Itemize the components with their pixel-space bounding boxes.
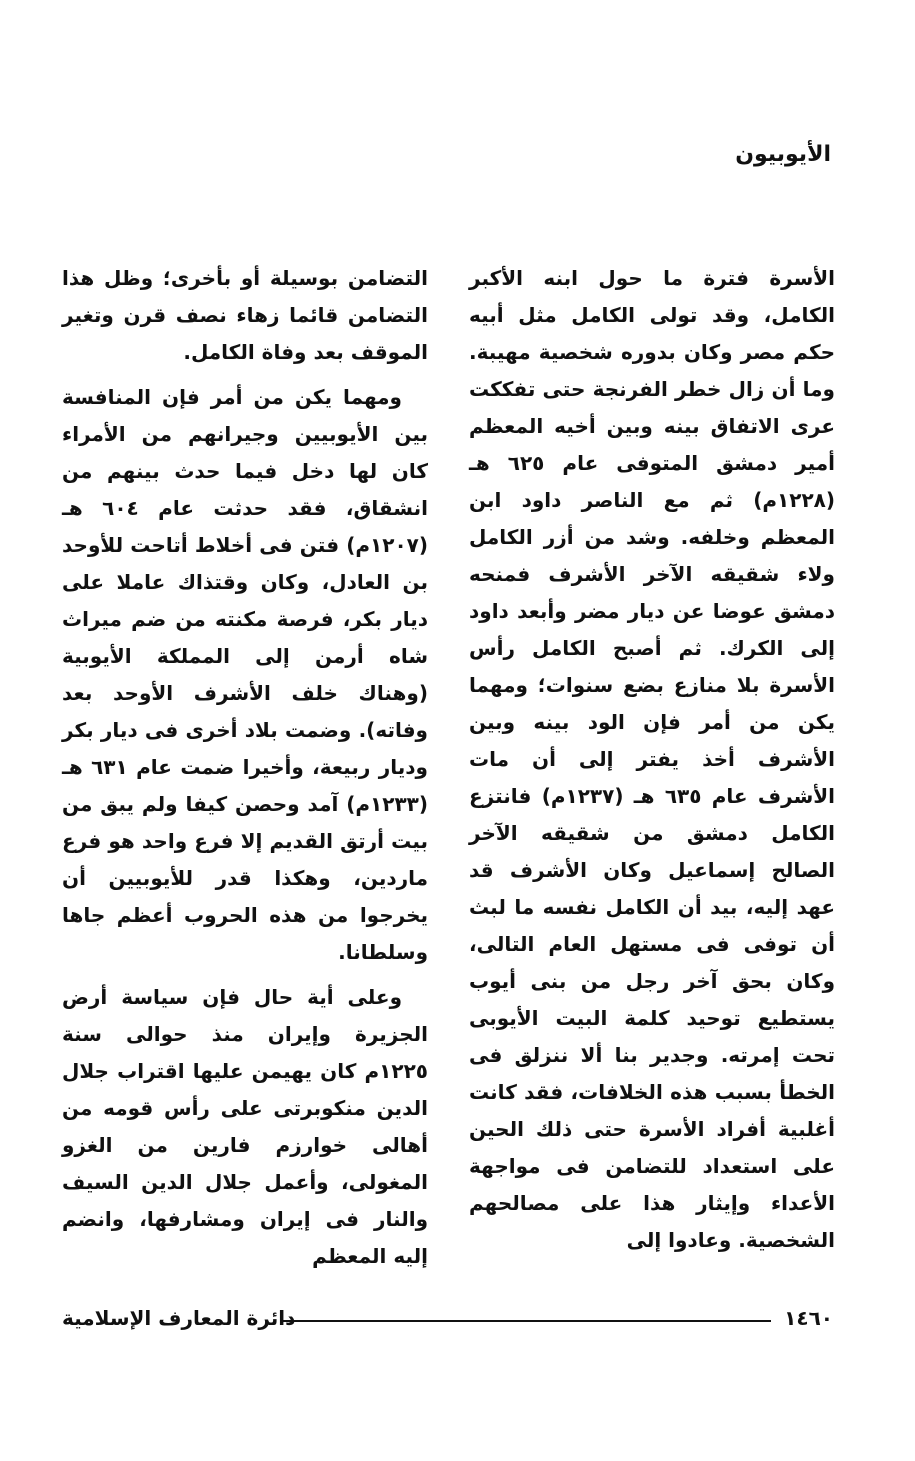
publication-title: دائرة المعارف الإسلامية	[62, 1306, 296, 1330]
paragraph: الأسرة فترة ما حول ابنه الأكبر الكامل، وقد تولى الكامل مثل أبيه حكم مصر وكان بدوره شخصية مهيبة. وما أن زال خطر الفرنجة حتى تفككت عرى الاتفاق بينه وبين أخيه المعظم أمير دمشق المتوفى عام ٦٢٥ هـ (١٢٢٨م) ثم مع الناصر داود ابن المعظم وخلفه. وشد من أزر الكامل ولاء شقيقه الآخر الأشرف فمنحه دمشق عوضا عن ديار مضر وأبعد داود إلى الكرك. ثم أصبح الكامل رأس الأسرة بلا منازع بضع سنوات؛ ومهما يكن من أمر فإن الود بينه وبين الأشرف أخذ يفتر إلى أن مات الأشرف عام ٦٣٥ هـ (١٢٣٧م) فانتزع الكامل دمشق من شقيقه الآخر الصالح إسماعيل وكان الأشرف قد عهد إليه، بيد أن الكامل نفسه ما لبث أن توفى فى مستهل العام التالى، وكان بحق آخر رجل من بنى أيوب يستطيع توحيد كلمة البيت الأيوبى تحت إمرته. وجدير بنا ألا ننزلق فى الخطأ بسبب هذه الخلافات، فقد كانت أغلبية أفراد الأسرة حتى ذلك الحين على استعداد للتضامن فى مواجهة الأعداء وإيثار هذا على مصالحهم الشخصية. وعادوا إلى	[469, 266, 836, 1252]
page-footer	[62, 1300, 833, 1340]
paragraph: ومهما يكن من أمر فإن المنافسة بين الأيوبيين وجيرانهم من الأمراء كان لها دخل فيما حدث بينهم من انشقاق، فقد حدثت عام ٦٠٤ هـ (١٢٠٧م) فتن فى أخلاط أتاحت للأوحد بن العادل، وكان وقتذاك عاملا على ديار بكر، فرصة مكنته من ضم ميراث شاه أرمن إلى المملكة الأيوبية (وهناك خلف الأشرف الأوحد بعد وفاته). وضمت بلاد أخرى فى ديار بكر وديار ربيعة، وأخيرا ضمت عام ٦٣١ هـ (١٢٣٣م) آمد وحصن كيفا ولم يبق من بيت أرتق القديم إلا فرع واحد هو فرع ماردين، وهكذا قدر للأيوبيين أن يخرجوا من هذه الحروب أعظم جاها وسلطانا.	[62, 385, 428, 964]
paragraph: التضامن بوسيلة أو بأخرى؛ وظل هذا التضامن قائما زهاء نصف قرن وتغير الموقف بعد وفاة الكامل.	[62, 266, 428, 364]
page-number: ١٤٦٠	[784, 1306, 833, 1330]
running-head: الأيوبيون	[735, 142, 831, 167]
right-column	[469, 260, 835, 1267]
left-column	[62, 260, 428, 1283]
footer-rule	[282, 1320, 771, 1322]
paragraph: وعلى أية حال فإن سياسة أرض الجزيرة وإيران منذ حوالى سنة ١٢٢٥م كان يهيمن عليها اقتراب جلال الدين منكوبرتى على رأس قومه من أهالى خوارزم فارين من الغزو المغولى، وأعمل جلال الدين السيف والنار فى إيران ومشارفها، وانضم إليه المعظم	[62, 985, 428, 1268]
